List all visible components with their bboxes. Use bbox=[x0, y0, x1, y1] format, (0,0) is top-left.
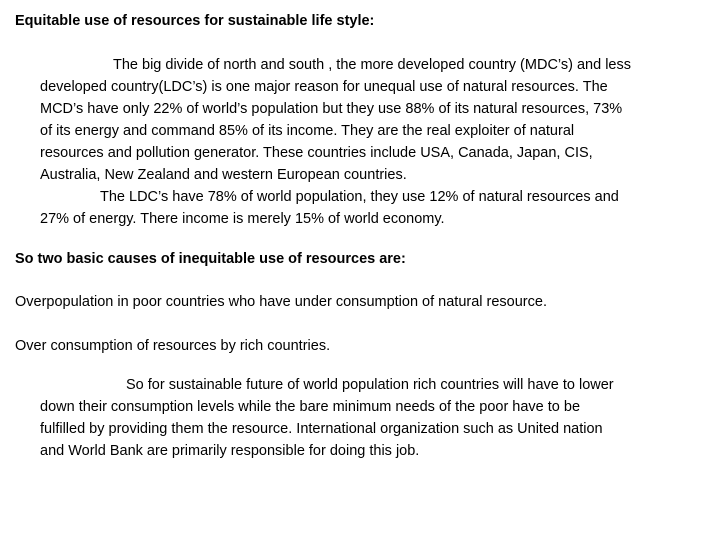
cause-overpopulation: Overpopulation in poor countries who have under consumption of natural resource. bbox=[15, 294, 547, 310]
paragraph-resource-divide bbox=[40, 54, 705, 230]
causes-heading: So two basic causes of inequitable use of resources are: bbox=[15, 251, 406, 267]
paragraph-line: The LDC’s have 78% of world population, they use 12% of natural resources and bbox=[100, 189, 619, 205]
paragraph-line: of its energy and command 85% of its income. They are the real exploiter of natural bbox=[40, 123, 575, 139]
document-heading: Equitable use of resources for sustainable life style: bbox=[15, 13, 375, 29]
paragraph-line: Australia, New Zealand and western European countries. bbox=[40, 167, 407, 183]
paragraph-sustainable-future bbox=[40, 374, 705, 462]
paragraph-line: 27% of energy. There income is merely 15% of world economy. bbox=[40, 211, 445, 227]
paragraph-line: MCD’s have only 22% of world’s population but they use 88% of its natural resources, 73% bbox=[40, 101, 623, 117]
cause-overconsumption: Over consumption of resources by rich countries. bbox=[15, 338, 331, 354]
paragraph-line: and World Bank are primarily responsible for doing this job. bbox=[40, 443, 420, 459]
paragraph-line: developed country(LDC’s) is one major reason for unequal use of natural resources. The bbox=[40, 79, 608, 95]
paragraph-line: So for sustainable future of world population rich countries will have to lower bbox=[126, 377, 614, 393]
paragraph-line: The big divide of north and south , the more developed country (MDC’s) and less bbox=[113, 57, 631, 73]
paragraph-line: fulfilled by providing them the resource. International organization such as United nation bbox=[40, 421, 603, 437]
paragraph-line: resources and pollution generator. These countries include USA, Canada, Japan, CIS, bbox=[40, 145, 593, 161]
paragraph-line: down their consumption levels while the bare minimum needs of the poor have to be bbox=[40, 399, 581, 415]
